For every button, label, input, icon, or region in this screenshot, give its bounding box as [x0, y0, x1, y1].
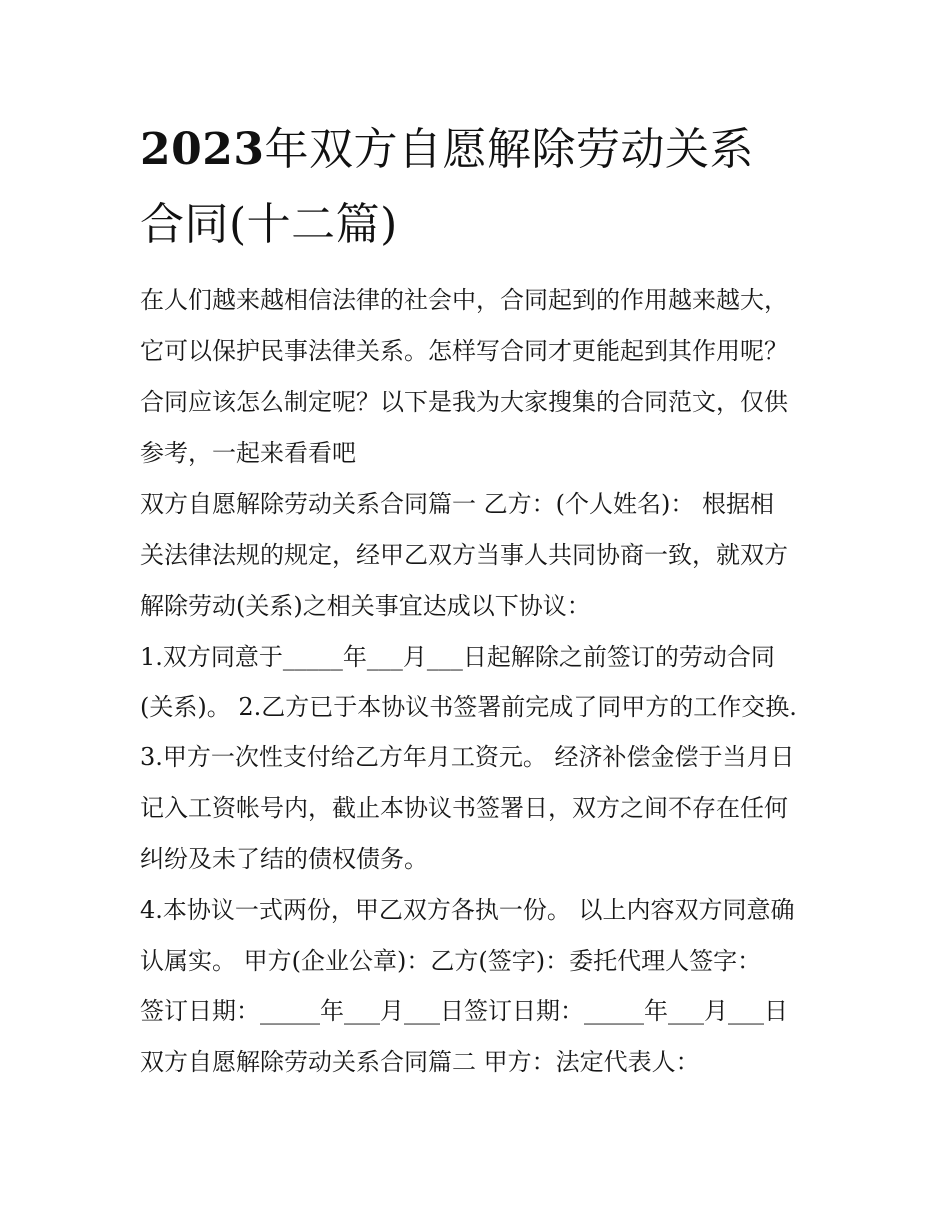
body-line-6: 关法律法规的规定，经甲乙双方当事人共同协商一致，就双方 — [140, 541, 788, 569]
body-line-3: 合同应该怎么制定呢？以下是我为大家搜集的合同范文，仅供 — [140, 388, 788, 416]
title-line2: 合同(十二篇) — [140, 199, 398, 250]
body-line-10: 3.甲方一次性支付给乙方年月工资元。 经济补偿金偿于当月日 — [140, 743, 795, 771]
body-line-11: 记入工资帐号内，截止本协议书签署日，双方之间不存在任何 — [140, 794, 788, 822]
body-line-16: 双方自愿解除劳动关系合同篇二 甲方：法定代表人： — [140, 1048, 700, 1076]
body-line-12: 纠纷及未了结的债权债务。 — [140, 845, 428, 873]
body-line-13: 4.本协议一式两份，甲乙双方各执一份。 以上内容双方同意确 — [140, 896, 795, 924]
document-title — [140, 112, 820, 262]
title-year: 2023 — [140, 124, 265, 175]
body-line-9: (关系)。 2.乙方已于本协议书签署前完成了同甲方的工作交换. — [140, 693, 797, 721]
title-line1-rest: 年双方自愿解除劳动关系 — [264, 124, 754, 175]
body-line-5: 双方自愿解除劳动关系合同篇一 乙方：(个人姓名)： 根据相 — [140, 490, 774, 518]
body-line-8: 1.双方同意于_____年___月___日起解除之前签订的劳动合同 — [140, 643, 775, 671]
body-line-4: 参考，一起来看看吧 — [140, 439, 356, 467]
body-line-2: 它可以保护民事法律关系。怎样写合同才更能起到其作用呢？ — [140, 337, 788, 365]
body-line-1: 在人们越来越相信法律的社会中，合同起到的作用越来越大， — [140, 286, 788, 314]
body-line-15: 签订日期：_____年___月___日签订日期：_____年___月___日 — [140, 997, 788, 1025]
body-line-7: 解除劳动(关系)之相关事宜达成以下协议： — [140, 592, 591, 620]
body-line-14: 认属实。 甲方(企业公章)：乙方(签字)：委托代理人签字： — [140, 947, 762, 975]
